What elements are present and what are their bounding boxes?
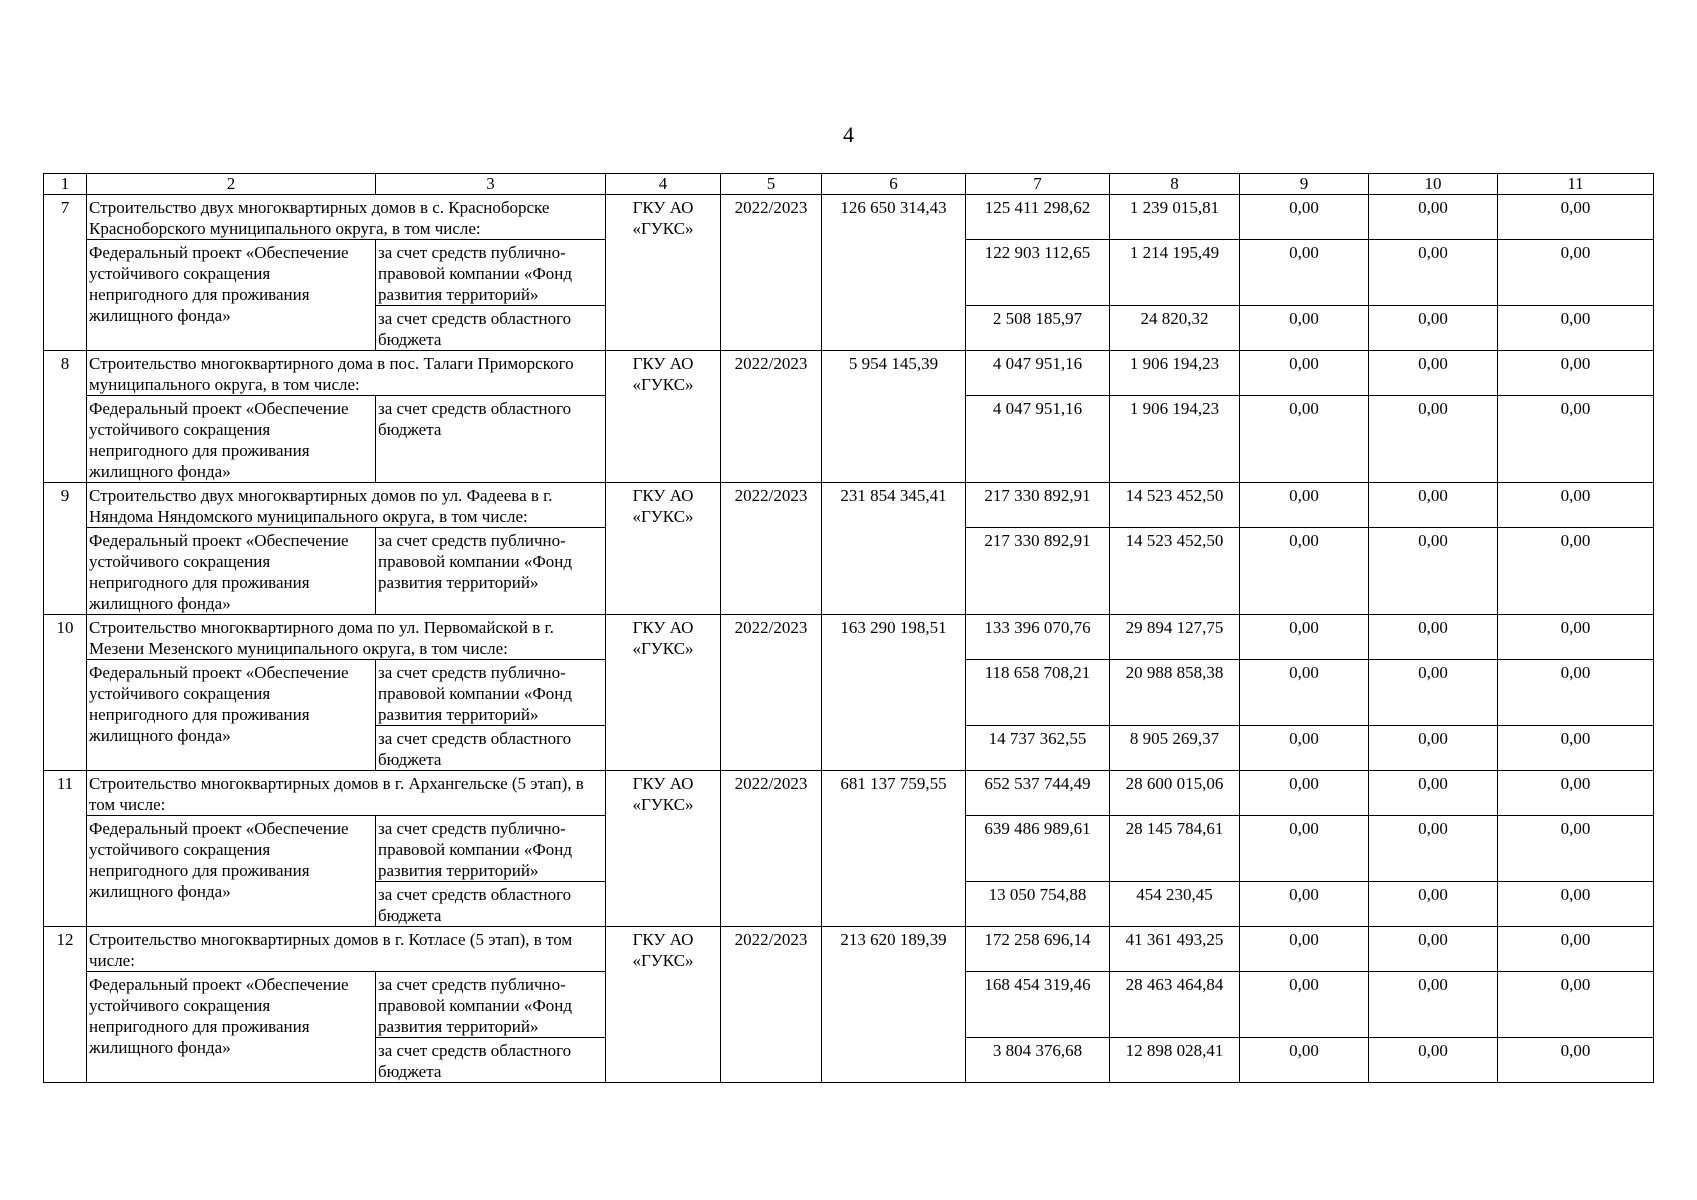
funding-source: за счет средств публично-правовой компании «Фонд развития территорий» [376, 816, 606, 882]
row-number: 8 [44, 351, 87, 483]
value-col-8: 28 145 784,61 [1110, 816, 1240, 882]
value-col-7: 217 330 892,91 [966, 483, 1110, 528]
value-col-9: 0,00 [1240, 927, 1369, 972]
value-col-11: 0,00 [1498, 396, 1654, 483]
value-col-11: 0,00 [1498, 816, 1654, 882]
value-col-8: 20 988 858,38 [1110, 660, 1240, 726]
value-col-9: 0,00 [1240, 396, 1369, 483]
funding-source: за счет средств публично-правовой компании «Фонд развития территорий» [376, 660, 606, 726]
table-row [44, 483, 1654, 528]
value-col-9: 0,00 [1240, 1038, 1369, 1083]
federal-project: Федеральный проект «Обеспечение устойчивого сокращения непригодного для проживания жилищного фонда» [87, 660, 376, 771]
value-col-8: 454 230,45 [1110, 882, 1240, 927]
period: 2022/2023 [721, 195, 822, 351]
column-number: 1 [44, 174, 87, 195]
value-col-11: 0,00 [1498, 528, 1654, 615]
value-col-10: 0,00 [1369, 240, 1498, 306]
federal-project: Федеральный проект «Обеспечение устойчивого сокращения непригодного для проживания жилищного фонда» [87, 240, 376, 351]
value-col-7: 4 047 951,16 [966, 351, 1110, 396]
value-col-7: 2 508 185,97 [966, 306, 1110, 351]
value-col-10: 0,00 [1369, 195, 1498, 240]
column-number: 5 [721, 174, 822, 195]
value-col-8: 14 523 452,50 [1110, 528, 1240, 615]
row-number: 12 [44, 927, 87, 1083]
value-col-10: 0,00 [1369, 306, 1498, 351]
value-col-7: 133 396 070,76 [966, 615, 1110, 660]
value-col-11: 0,00 [1498, 726, 1654, 771]
value-col-11: 0,00 [1498, 615, 1654, 660]
value-col-10: 0,00 [1369, 726, 1498, 771]
funding-source: за счет средств областного бюджета [376, 1038, 606, 1083]
value-col-7: 13 050 754,88 [966, 882, 1110, 927]
value-col-7: 172 258 696,14 [966, 927, 1110, 972]
value-col-10: 0,00 [1369, 528, 1498, 615]
value-col-7: 639 486 989,61 [966, 816, 1110, 882]
value-col-8: 1 906 194,23 [1110, 351, 1240, 396]
column-number-row [44, 174, 1654, 195]
funding-source: за счет средств областного бюджета [376, 306, 606, 351]
total-cost: 163 290 198,51 [822, 615, 966, 771]
value-col-9: 0,00 [1240, 483, 1369, 528]
value-col-10: 0,00 [1369, 396, 1498, 483]
value-col-9: 0,00 [1240, 306, 1369, 351]
funding-source: за счет средств областного бюджета [376, 882, 606, 927]
table-row [44, 351, 1654, 396]
column-number: 10 [1369, 174, 1498, 195]
period: 2022/2023 [721, 483, 822, 615]
value-col-7: 217 330 892,91 [966, 528, 1110, 615]
value-col-11: 0,00 [1498, 195, 1654, 240]
federal-project: Федеральный проект «Обеспечение устойчивого сокращения непригодного для проживания жилищного фонда» [87, 816, 376, 927]
value-col-7: 3 804 376,68 [966, 1038, 1110, 1083]
funding-source: за счет средств публично-правовой компании «Фонд развития территорий» [376, 240, 606, 306]
total-cost: 231 854 345,41 [822, 483, 966, 615]
value-col-9: 0,00 [1240, 195, 1369, 240]
value-col-11: 0,00 [1498, 660, 1654, 726]
value-col-10: 0,00 [1369, 1038, 1498, 1083]
value-col-7: 168 454 319,46 [966, 972, 1110, 1038]
customer-org: ГКУ АО «ГУКС» [606, 195, 721, 351]
federal-project: Федеральный проект «Обеспечение устойчивого сокращения непригодного для проживания жилищного фонда» [87, 528, 376, 615]
object-title: Строительство многоквартирного дома по ул. Первомайской в г. Мезени Мезенского муниципального округа, в том числе: [87, 615, 606, 660]
value-col-7: 118 658 708,21 [966, 660, 1110, 726]
customer-org: ГКУ АО «ГУКС» [606, 351, 721, 483]
value-col-11: 0,00 [1498, 306, 1654, 351]
row-number: 10 [44, 615, 87, 771]
value-col-11: 0,00 [1498, 240, 1654, 306]
object-title: Строительство двух многоквартирных домов в с. Красноборске Красноборского муниципального округа, в том числе: [87, 195, 606, 240]
value-col-11: 0,00 [1498, 483, 1654, 528]
funding-source: за счет средств публично-правовой компании «Фонд развития территорий» [376, 972, 606, 1038]
value-col-8: 41 361 493,25 [1110, 927, 1240, 972]
column-number: 2 [87, 174, 376, 195]
column-number: 6 [822, 174, 966, 195]
object-title: Строительство многоквартирных домов в г. Котласе (5 этап), в том числе: [87, 927, 606, 972]
table-row [44, 195, 1654, 240]
value-col-10: 0,00 [1369, 660, 1498, 726]
object-title: Строительство многоквартирных домов в г. Архангельске (5 этап), в том числе: [87, 771, 606, 816]
funding-source: за счет средств публично-правовой компании «Фонд развития территорий» [376, 528, 606, 615]
row-number: 7 [44, 195, 87, 351]
total-cost: 213 620 189,39 [822, 927, 966, 1083]
value-col-9: 0,00 [1240, 882, 1369, 927]
table-row [44, 771, 1654, 816]
value-col-7: 4 047 951,16 [966, 396, 1110, 483]
value-col-7: 122 903 112,65 [966, 240, 1110, 306]
value-col-7: 125 411 298,62 [966, 195, 1110, 240]
value-col-9: 0,00 [1240, 528, 1369, 615]
value-col-8: 29 894 127,75 [1110, 615, 1240, 660]
total-cost: 126 650 314,43 [822, 195, 966, 351]
value-col-8: 8 905 269,37 [1110, 726, 1240, 771]
value-col-10: 0,00 [1369, 615, 1498, 660]
page-number: 4 [843, 122, 854, 147]
column-number: 9 [1240, 174, 1369, 195]
row-number: 11 [44, 771, 87, 927]
column-number: 8 [1110, 174, 1240, 195]
funding-source: за счет средств областного бюджета [376, 726, 606, 771]
value-col-11: 0,00 [1498, 927, 1654, 972]
value-col-9: 0,00 [1240, 240, 1369, 306]
value-col-9: 0,00 [1240, 816, 1369, 882]
period: 2022/2023 [721, 771, 822, 927]
table-row [44, 615, 1654, 660]
column-number: 4 [606, 174, 721, 195]
total-cost: 681 137 759,55 [822, 771, 966, 927]
value-col-8: 1 906 194,23 [1110, 396, 1240, 483]
period: 2022/2023 [721, 351, 822, 483]
value-col-9: 0,00 [1240, 726, 1369, 771]
value-col-10: 0,00 [1369, 882, 1498, 927]
value-col-8: 28 463 464,84 [1110, 972, 1240, 1038]
column-number: 7 [966, 174, 1110, 195]
value-col-10: 0,00 [1369, 351, 1498, 396]
value-col-8: 1 239 015,81 [1110, 195, 1240, 240]
object-title: Строительство многоквартирного дома в пос. Талаги Приморского муниципального округа, в том числе: [87, 351, 606, 396]
total-cost: 5 954 145,39 [822, 351, 966, 483]
value-col-9: 0,00 [1240, 660, 1369, 726]
column-number: 11 [1498, 174, 1654, 195]
customer-org: ГКУ АО «ГУКС» [606, 615, 721, 771]
value-col-8: 14 523 452,50 [1110, 483, 1240, 528]
federal-project: Федеральный проект «Обеспечение устойчивого сокращения непригодного для проживания жилищного фонда» [87, 396, 376, 483]
period: 2022/2023 [721, 927, 822, 1083]
value-col-8: 12 898 028,41 [1110, 1038, 1240, 1083]
customer-org: ГКУ АО «ГУКС» [606, 927, 721, 1083]
value-col-7: 652 537 744,49 [966, 771, 1110, 816]
value-col-9: 0,00 [1240, 771, 1369, 816]
row-number: 9 [44, 483, 87, 615]
value-col-8: 1 214 195,49 [1110, 240, 1240, 306]
period: 2022/2023 [721, 615, 822, 771]
value-col-10: 0,00 [1369, 816, 1498, 882]
column-number: 3 [376, 174, 606, 195]
budget-table [43, 173, 1654, 1083]
customer-org: ГКУ АО «ГУКС» [606, 483, 721, 615]
table-row [44, 927, 1654, 972]
value-col-9: 0,00 [1240, 972, 1369, 1038]
value-col-11: 0,00 [1498, 1038, 1654, 1083]
funding-source: за счет средств областного бюджета [376, 396, 606, 483]
value-col-11: 0,00 [1498, 882, 1654, 927]
value-col-11: 0,00 [1498, 972, 1654, 1038]
object-title: Строительство двух многоквартирных домов по ул. Фадеева в г. Няндома Няндомского муниципального округа, в том числе: [87, 483, 606, 528]
customer-org: ГКУ АО «ГУКС» [606, 771, 721, 927]
table-body [44, 174, 1654, 1083]
value-col-8: 28 600 015,06 [1110, 771, 1240, 816]
value-col-10: 0,00 [1369, 927, 1498, 972]
value-col-10: 0,00 [1369, 483, 1498, 528]
value-col-8: 24 820,32 [1110, 306, 1240, 351]
value-col-11: 0,00 [1498, 771, 1654, 816]
value-col-10: 0,00 [1369, 771, 1498, 816]
value-col-9: 0,00 [1240, 351, 1369, 396]
value-col-10: 0,00 [1369, 972, 1498, 1038]
value-col-7: 14 737 362,55 [966, 726, 1110, 771]
value-col-9: 0,00 [1240, 615, 1369, 660]
value-col-11: 0,00 [1498, 351, 1654, 396]
federal-project: Федеральный проект «Обеспечение устойчивого сокращения непригодного для проживания жилищного фонда» [87, 972, 376, 1083]
